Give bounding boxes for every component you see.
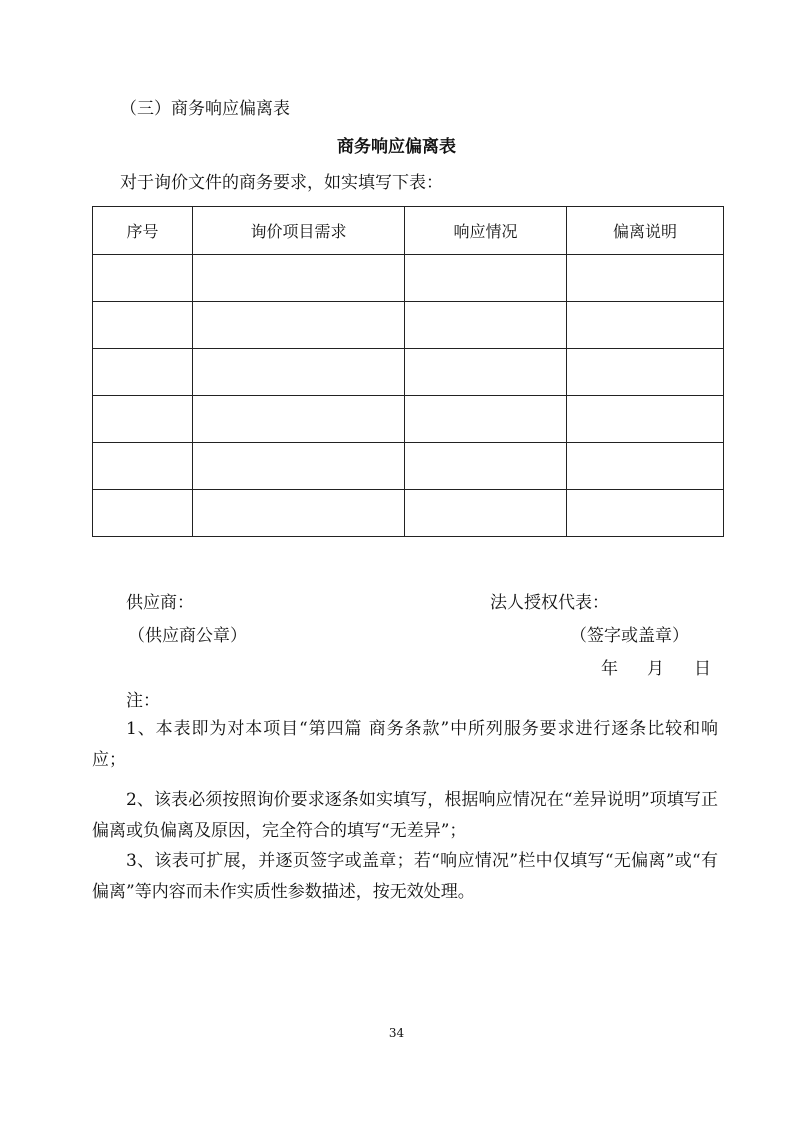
header-serial-number: 序号 bbox=[93, 207, 193, 255]
page-number: 34 bbox=[388, 1026, 405, 1040]
rep-seal-note: （签字或盖章） bbox=[570, 626, 689, 646]
note-item-3: 3、该表可扩展，并逐页签字或盖章；若“响应情况”栏中仅填写“无偏离”或“有偏离”等内容而未作实质性参数描述，按无效处理。 bbox=[92, 851, 718, 902]
table-cell[interactable] bbox=[93, 396, 193, 443]
table-cell[interactable] bbox=[567, 396, 724, 443]
table-cell[interactable] bbox=[567, 349, 724, 396]
table-cell[interactable] bbox=[93, 490, 193, 537]
table-row bbox=[93, 302, 724, 349]
note-item-2: 2、该表必须按照询价要求逐条如实填写，根据响应情况在“差异说明”项填写正偏离或负偏离及原因，完全符合的填写“无差异”； bbox=[92, 790, 718, 841]
table-row bbox=[93, 490, 724, 537]
table-row bbox=[93, 349, 724, 396]
authorized-rep-label: 法人授权代表： bbox=[490, 593, 609, 613]
table-cell[interactable] bbox=[193, 255, 405, 302]
table-cell[interactable] bbox=[193, 302, 405, 349]
table-cell[interactable] bbox=[193, 349, 405, 396]
table-cell[interactable] bbox=[93, 443, 193, 490]
intro-text: 对于询价文件的商务要求，如实填写下表： bbox=[120, 173, 443, 193]
table-header-row bbox=[93, 207, 724, 255]
table-cell[interactable] bbox=[567, 490, 724, 537]
table-cell[interactable] bbox=[93, 255, 193, 302]
table-cell[interactable] bbox=[567, 302, 724, 349]
table-cell[interactable] bbox=[93, 349, 193, 396]
date-year: 年 bbox=[601, 659, 618, 679]
table-cell[interactable] bbox=[567, 443, 724, 490]
table-cell[interactable] bbox=[93, 302, 193, 349]
table-cell[interactable] bbox=[193, 443, 405, 490]
header-response-status: 响应情况 bbox=[405, 207, 567, 255]
table-cell[interactable] bbox=[567, 255, 724, 302]
note-item-1: 1、本表即为对本项目“第四篇 商务条款”中所列服务要求进行逐条比较和响应； bbox=[92, 719, 718, 770]
table-cell[interactable] bbox=[405, 396, 567, 443]
header-inquiry-requirement: 询价项目需求 bbox=[193, 207, 405, 255]
section-heading: （三）商务响应偏离表 bbox=[120, 99, 290, 119]
header-deviation-note: 偏离说明 bbox=[567, 207, 724, 255]
table-title: 商务响应偏离表 bbox=[337, 137, 456, 157]
table-row bbox=[93, 255, 724, 302]
table-row bbox=[93, 443, 724, 490]
table-cell[interactable] bbox=[405, 490, 567, 537]
table-cell[interactable] bbox=[405, 349, 567, 396]
table-cell[interactable] bbox=[405, 302, 567, 349]
notes-label: 注： bbox=[126, 691, 160, 711]
table-cell[interactable] bbox=[405, 255, 567, 302]
table-row bbox=[93, 396, 724, 443]
table-cell[interactable] bbox=[193, 490, 405, 537]
supplier-label: 供应商： bbox=[126, 593, 194, 613]
table-cell[interactable] bbox=[193, 396, 405, 443]
date-month: 月 bbox=[647, 659, 664, 679]
deviation-table bbox=[92, 206, 724, 537]
table-cell[interactable] bbox=[405, 443, 567, 490]
date-day: 日 bbox=[694, 659, 711, 679]
supplier-seal-note: （供应商公章） bbox=[128, 626, 247, 646]
